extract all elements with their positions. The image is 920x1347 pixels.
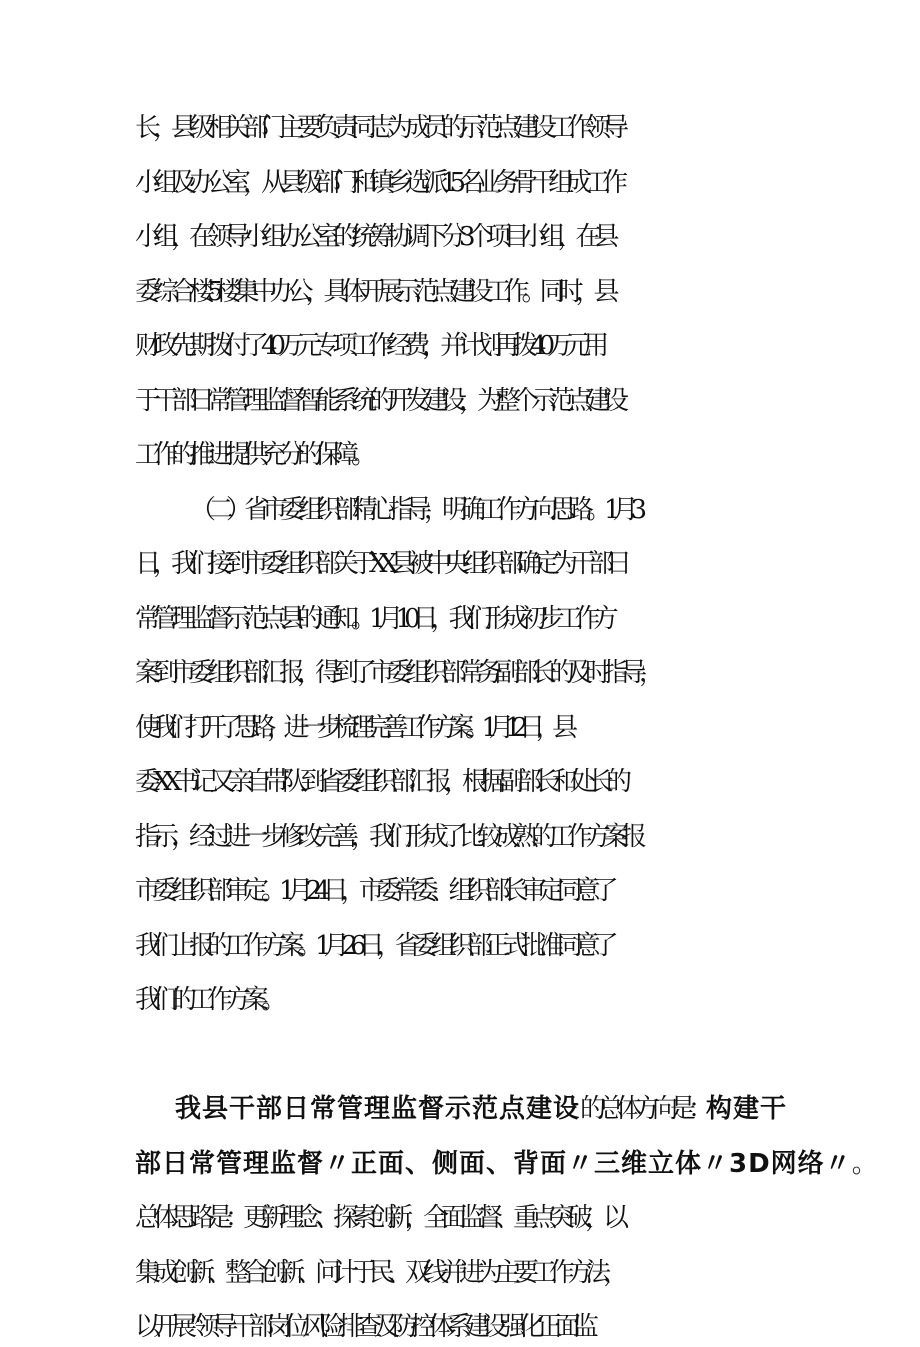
text-line: 我们上报的工作方案。1月26日，省委组织部正式批准同意了 (135, 930, 611, 961)
text-line: 委综合楼5楼集中办公，具体开展示范点建设工作。同时，县 (135, 276, 612, 307)
text-line: 于干部日常管理监督智能系统的开发建设，为整个示范点建设 (135, 385, 622, 416)
text-line: 我们的工作方案。 (135, 985, 280, 1015)
text-line: 工作的推进提供充分的保障。 (135, 440, 370, 470)
text-line: 长，县级相关部门主要负责同志为成员的示范点建设工作领导 (135, 113, 622, 143)
text-line: 常管理监督示范点县的通知。1月10日，我们形成初步工作方 (135, 603, 611, 634)
text-line: 财政先期拨付了40万元专项工作经费，并计划再拨40万元用 (135, 331, 602, 361)
text-line: 以开展“领导干部岗位风险排查及防控体系建设强化‘正面’监 (135, 1312, 591, 1342)
text-line (0, 1089, 920, 1129)
emphasis-text: 部日常管理监督〃正面、侧面、背面〃三维立体〃3D网络〃 (135, 1148, 852, 1179)
text-line: （二）省市委组织部精心指导，明确工作方向思路。1月3 (190, 494, 640, 525)
text-segment: 的总体方向是： (580, 1094, 707, 1124)
text-line: 使我们打开了思路，进一步梳理完善工作方案。1月12日，县 (135, 712, 569, 743)
emphasis-text: 构建干 (706, 1094, 788, 1124)
text-line (0, 1035, 920, 1075)
text-line: 市委组织部审定。1月24日，市委常委、组织部长审定同意了 (135, 876, 611, 906)
text-line: 集成创新、整合创新、问计于民、双线并进为主要工作方法， (135, 1257, 622, 1288)
text-line: 委XX书记又亲自带队到省委组织部汇报，根据副部长和处长的 (135, 767, 625, 797)
text-line: 总体思路是：更新理念、探索创新，全面监督、重点突破，以 (135, 1203, 622, 1233)
text-segment: 。 (851, 1148, 870, 1179)
text-line: 案到市委组织部汇报，得到了市委组织部常务副部长的及时指导， (135, 658, 658, 688)
text-line: 小组及办公室，从县级部门和镇乡选派15名业务骨干组成工作 (135, 167, 621, 198)
text-line: 日，我们接到市委组织部关于XX县被中央组织部确定为干部日 (135, 549, 625, 579)
text-line (0, 1144, 920, 1184)
text-line: 指示，经过进一步修改完善，我们形成了比较成熟的工作方案报 (135, 821, 640, 852)
text-line: 小组，在领导小组办公室的统筹协调下分3个项目小组，在县 (135, 222, 612, 252)
emphasis-text: 我县干部日常管理监督示范点建设 (175, 1094, 581, 1124)
